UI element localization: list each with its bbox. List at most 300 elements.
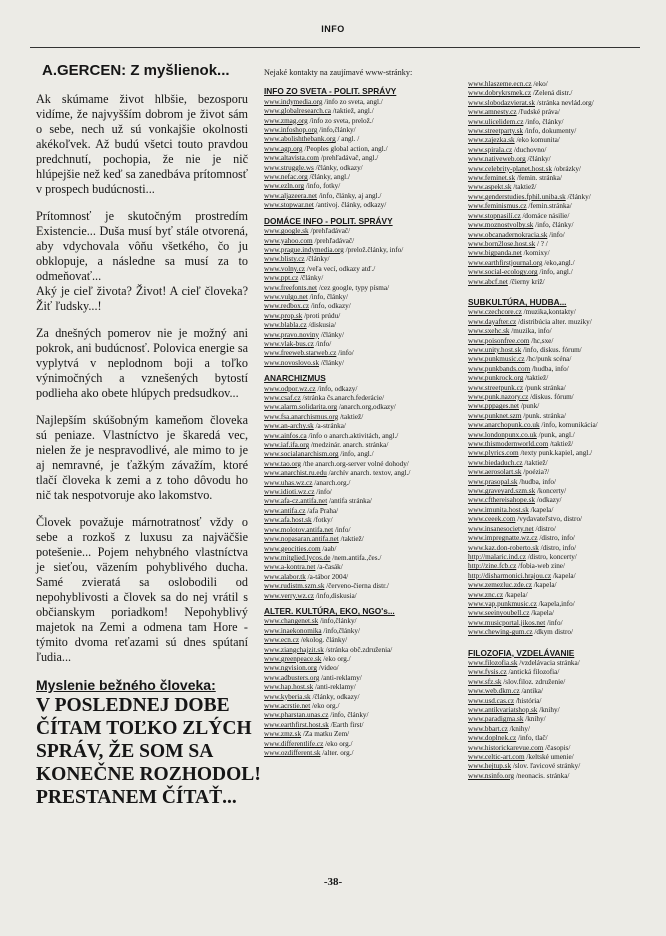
link-url[interactable]: www.vlak-bus.cz <box>264 339 314 348</box>
link-item <box>264 237 462 246</box>
link-description: /dkym distro/ <box>532 628 573 637</box>
link-url[interactable]: www.blabla.cz <box>264 321 307 330</box>
link-item <box>468 268 648 277</box>
link-url[interactable]: www.alabor.tk <box>264 572 306 581</box>
link-url[interactable]: www.streetparty.sk <box>468 127 523 136</box>
link-url[interactable]: www.czechcore.cz <box>468 308 522 317</box>
link-item <box>468 459 648 468</box>
link-url[interactable]: www.unity.host.sk <box>468 345 522 354</box>
link-url[interactable]: www.sxehc.sk <box>468 327 510 336</box>
link-item <box>468 772 648 781</box>
big-quote-line: ČÍTAM TOĽKO ZLÝCH <box>36 718 252 739</box>
link-url[interactable]: www.geocities.com <box>264 544 321 553</box>
link-url[interactable]: http://malaric.ind.cz <box>468 552 526 561</box>
link-url[interactable]: www.zmag.org <box>264 116 308 125</box>
link-item <box>264 563 462 572</box>
link-url[interactable]: www.infoshop.org <box>264 126 318 135</box>
link-item <box>468 609 648 618</box>
link-url[interactable]: www.ceeek.com <box>468 515 516 524</box>
link-item <box>468 534 648 543</box>
link-item <box>468 278 648 287</box>
link-description: /prehľadávač, angl./ <box>319 154 379 163</box>
link-item <box>264 516 462 525</box>
link-description: /cez google, typy písma/ <box>317 283 390 292</box>
link-url[interactable]: www.fsa.anarchismus.org <box>264 412 339 421</box>
link-item <box>468 668 648 677</box>
link-url[interactable]: www.musicportal.jikos.net <box>468 618 546 627</box>
link-url[interactable]: www.historickarevue.com <box>468 743 544 752</box>
link-url[interactable]: www.freefonts.net <box>264 283 318 292</box>
link-item <box>468 99 648 108</box>
link-url[interactable]: www.prasopal.sk <box>468 477 518 486</box>
link-description: /keltské umenie/ <box>524 753 574 762</box>
link-item <box>468 231 648 240</box>
link-description: /info,diskusia/ <box>313 591 357 600</box>
link-url[interactable]: www.spirala.cz <box>468 145 513 154</box>
link-description: /červeno-čierna distr./ <box>324 582 389 591</box>
link-description: /nem.antifa.,čes./ <box>330 553 382 562</box>
link-url[interactable]: www.zemezluc.zde.cz <box>468 581 532 590</box>
link-url[interactable]: www.uhas.wz.cz <box>264 478 313 487</box>
link-url[interactable]: www.dobrykrsmek.cz <box>468 89 532 98</box>
big-quote-line: V POSLEDNEJ DOBE <box>36 695 230 716</box>
link-description: /muzika, info/ <box>509 327 552 336</box>
link-item <box>468 183 648 192</box>
link-description: /info/ <box>333 525 351 534</box>
link-url[interactable]: www.differentlife.cz <box>264 739 324 748</box>
link-url[interactable]: www.celebrity-planet.host.sk <box>468 164 552 173</box>
link-url[interactable]: www.chewing-gum.cz <box>468 628 533 637</box>
link-url[interactable]: www.iaf.ifa.org <box>264 441 310 450</box>
link-description: /Za matku Zem/ <box>301 730 350 739</box>
link-item <box>264 246 462 255</box>
link-url[interactable]: www.sfz.sk <box>468 677 502 686</box>
link-item <box>264 135 462 144</box>
link-description: /info, články, aj angl./ <box>317 191 382 200</box>
link-item <box>264 674 462 683</box>
link-item <box>468 165 648 174</box>
link-item <box>264 331 462 340</box>
link-item <box>468 337 648 346</box>
link-url[interactable]: www.londonpunx.co.uk <box>468 430 537 439</box>
link-url[interactable]: www.kaz.don-roberto.sk <box>468 543 539 552</box>
link-item <box>264 359 462 368</box>
link-description: /punk stránka/ <box>523 383 566 392</box>
link-url[interactable]: www.anarchopunk.co.uk <box>468 421 540 430</box>
link-item <box>264 693 462 702</box>
link-description: /distro, koncerty/ <box>525 552 577 561</box>
link-description: /info, diskus. fórum/ <box>521 345 582 354</box>
link-url[interactable]: http://zine.fcb.cz <box>468 562 517 571</box>
link-item <box>264 385 462 394</box>
link-item <box>264 450 462 459</box>
link-item <box>264 507 462 516</box>
link-url[interactable]: www.slobodazvierat.sk <box>468 98 535 107</box>
link-url[interactable]: www.antikvariatshop.sk <box>468 706 538 714</box>
essay-body <box>36 92 248 665</box>
link-url[interactable]: www.agp.org <box>264 144 303 153</box>
link-description: /taktiež/ <box>338 535 364 544</box>
link-item <box>468 240 648 249</box>
link-item <box>468 155 648 164</box>
link-description: /info/ <box>314 488 332 497</box>
link-description: /eko org./ <box>323 739 353 748</box>
link-item <box>468 327 648 336</box>
essay-paragraph: Človek považuje márnotratnosť vždy o sebe a rozkoš z luxusu za najväčšie potešenie... Pojem nehybného vlastníctva je sieťou, väzením pohyblivého ducha. Samé zvieratá sa oslobodili od nepohyblivosti a človek sa do nej vrátil s občianskym poriadkom! Nepohyblivý majetok na Zemi a odmena tam Hore - týmito dvoma reťazami sú dnes spútaní ľudia... <box>36 515 248 664</box>
link-item <box>468 374 648 383</box>
link-description: /kapela/ <box>531 581 557 590</box>
link-item <box>468 487 648 496</box>
link-description: /prehľadávač/ <box>308 227 351 236</box>
link-url[interactable]: www.struggle.ws <box>264 163 314 172</box>
link-description: /fobia-web zine/ <box>516 562 565 571</box>
link-url[interactable]: www.yahoo.com <box>264 236 313 245</box>
link-item <box>264 255 462 264</box>
link-item <box>468 515 648 524</box>
link-item <box>264 340 462 349</box>
link-url[interactable]: www.nsinfo.org <box>468 771 515 780</box>
link-description: /info, odkazy/ <box>315 384 358 393</box>
link-item <box>264 535 462 544</box>
link-url[interactable]: www.globalresearch.ca <box>264 107 331 116</box>
link-url[interactable]: www.ppt.cz <box>264 274 299 283</box>
link-url[interactable]: www.punk.nazory.cz <box>468 393 529 401</box>
link-description: /vzdelávacia stránka/ <box>517 658 580 667</box>
link-description: /a-časák/ <box>315 563 343 572</box>
link-item <box>264 636 462 645</box>
link-url[interactable]: www.punknet.szm <box>468 411 522 420</box>
link-url[interactable]: www.kyberia.sk <box>264 692 311 701</box>
link-url[interactable]: www.altavista.com <box>264 154 320 163</box>
link-item <box>264 173 462 182</box>
link-url[interactable]: www.celtic-art.com <box>468 753 525 762</box>
link-url[interactable]: www.pravo.noviny <box>264 330 320 339</box>
link-item <box>468 174 648 183</box>
link-description: /a-tábor 2004/ <box>305 572 349 581</box>
link-url[interactable]: www.graveyard.szm.sk <box>468 487 536 496</box>
link-url[interactable]: www.aspekt.sk <box>468 183 512 192</box>
link-url[interactable]: www.paradigma.sk <box>468 715 524 724</box>
link-item <box>264 201 462 210</box>
link-item <box>468 600 648 609</box>
link-url[interactable]: www.aljazeera.net <box>264 191 318 200</box>
link-description: /kapela/ <box>529 609 554 618</box>
link-url[interactable]: www.earthfirst.host.sk <box>264 720 329 729</box>
link-description: /muzika,kontakty/ <box>521 308 576 317</box>
link-item <box>264 488 462 497</box>
link-url[interactable]: www.nopasaran.antifa.net <box>264 535 339 544</box>
link-description: /história/ <box>514 696 542 705</box>
link-description: /eko org./ <box>321 654 351 663</box>
link-url[interactable]: www.cfthereisahope.sk <box>468 496 535 505</box>
link-description: /prelož.články, info/ <box>343 245 404 254</box>
link-description: /femin.stránka/ <box>526 202 572 211</box>
link-item <box>264 422 462 431</box>
big-quote-line: PRESTANEM ČÍTAŤ... <box>36 787 237 808</box>
link-description: /femin. stránka/ <box>515 174 562 183</box>
link-url[interactable]: www.molotov.antifa.net <box>264 525 334 534</box>
link-section-title: ANARCHIZMUS <box>264 373 326 384</box>
link-url[interactable]: www.zajezka.sk <box>468 136 515 145</box>
link-description: /anarch.org,odkazy/ <box>337 403 396 412</box>
link-description: /koncerty/ <box>535 487 567 496</box>
link-description: /knihy/ <box>523 715 546 724</box>
link-url[interactable]: www.afa.host.sk <box>264 516 312 525</box>
link-url[interactable]: www.ziangchajzit.sk <box>264 645 324 654</box>
page-number: -38- <box>323 876 343 888</box>
link-url[interactable]: www.ulicelidem.cz <box>468 117 524 126</box>
link-url[interactable]: www.ezln.org <box>264 182 305 191</box>
link-item <box>468 365 648 374</box>
link-url[interactable]: www.a-kontra.net <box>264 563 316 572</box>
link-item <box>468 108 648 117</box>
link-item <box>264 573 462 582</box>
link-item <box>468 249 648 258</box>
link-url[interactable]: www.afa-cz.antifa.net <box>264 497 328 506</box>
link-url[interactable]: www.an-archy.sk <box>264 422 314 431</box>
link-description: /eko komunita/ <box>514 136 560 145</box>
link-url[interactable]: www.freeweb.starweb.cz <box>264 349 337 358</box>
link-item <box>264 683 462 692</box>
link-list-right-top <box>468 80 648 287</box>
link-item <box>468 346 648 355</box>
link-url[interactable]: http://disharmonici.hrajou.cz <box>468 571 552 580</box>
link-item <box>264 545 462 554</box>
link-url[interactable]: www.web.dkm.cz <box>468 687 520 696</box>
link-item <box>468 553 648 562</box>
link-url[interactable]: www.tao.org <box>264 459 301 468</box>
link-item <box>468 478 648 487</box>
link-description: /antivoj. články, odkazy/ <box>313 201 387 210</box>
link-url[interactable]: www.changenet.sk <box>264 617 319 626</box>
link-item <box>468 687 648 696</box>
link-description: /antifa stránka/ <box>327 497 372 506</box>
link-url[interactable]: www.indymedia.org <box>264 97 323 106</box>
links-intro: Nejaké kontakty na zaujímavé www-stránky: <box>264 68 413 77</box>
link-url[interactable]: www.plyrics.com <box>468 449 519 458</box>
link-url[interactable]: www.fysis.cz <box>468 668 507 677</box>
link-url[interactable]: www.znc.cz <box>468 590 504 599</box>
link-description: /distribúcia alter. muziky/ <box>516 317 592 326</box>
link-item <box>264 441 462 450</box>
link-url[interactable]: www.insanesociety.net <box>468 524 534 533</box>
link-url[interactable]: www.biedaduch.cz <box>468 458 523 467</box>
link-url[interactable]: www.odpor.wz.cz <box>264 384 316 393</box>
link-description: /eko,angl./ <box>542 258 575 267</box>
link-description: /antická filozofia/ <box>506 668 560 677</box>
link-url[interactable]: www.greenpeace.sk <box>264 654 322 663</box>
link-url[interactable]: www.idioti.wz.cz <box>264 488 315 497</box>
link-item <box>264 592 462 601</box>
link-url[interactable]: www.volny.cz <box>264 264 305 273</box>
link-url[interactable]: www.prop.sk <box>264 311 303 320</box>
link-description: /Zelená distr./ <box>531 89 573 98</box>
link-url[interactable]: www.ozdifferent.sk <box>264 749 321 758</box>
link-url[interactable]: www.alarm.solidarita.org <box>264 403 338 412</box>
link-url[interactable]: www.antifa.cz <box>264 506 306 515</box>
link-url[interactable]: www.usd.cas.cz <box>468 696 515 705</box>
link-url[interactable]: www.born2lose.host.sk <box>468 239 536 248</box>
link-url[interactable]: www.dayafter.cz <box>468 317 517 326</box>
link-description: /info/ <box>547 230 565 239</box>
link-item <box>468 193 648 202</box>
link-item <box>468 506 648 515</box>
link-item <box>264 126 462 135</box>
link-description: /články/ <box>565 192 591 201</box>
link-item <box>468 697 648 706</box>
link-item <box>264 164 462 173</box>
essay-paragraph: Za dnešných pomerov nie je možný ani pokrok, ani budúcnosť. Polovica energie sa vyplytvá v neplodnom boji a toľko výnimočných a vznešených bytostí podlieha ako obete hlúpych predsudkov... <box>36 326 248 400</box>
link-url[interactable]: www.impregnatte.wz.cz <box>468 534 538 543</box>
link-item <box>468 308 648 317</box>
link-url[interactable]: www.punkmusic.cz <box>468 355 525 364</box>
link-description: /komixy/ <box>521 249 550 258</box>
link-url[interactable]: www.nativeweb.org <box>468 155 526 164</box>
link-url[interactable]: www.punkrock.org <box>468 374 524 383</box>
link-description: /anarch.org./ <box>312 478 351 487</box>
link-url[interactable]: www.bbart.cz <box>468 724 508 733</box>
link-description: /veľa vecí, odkazy atď./ <box>304 264 376 273</box>
link-item <box>264 646 462 655</box>
links-column-middle <box>264 68 462 758</box>
link-url[interactable]: www.feminismus.cz <box>468 202 527 211</box>
link-url[interactable]: www.stopwar.net <box>264 201 314 210</box>
essay-paragraph: Najlepším skúšobným kameňom človeka sú peniaze. Vlastníctvo je škaredá vec, nielen že je nespravodlivé, ale mimo to je aj nemravné, je ťažkým závažím, ktoré tlačí človeka k zemi a z toho dôvodu ho nič tak nespotvoruje ako lakomstvo. <box>36 413 248 502</box>
link-item <box>264 721 462 730</box>
link-description: /odkazy/ <box>535 496 562 505</box>
link-item <box>264 154 462 163</box>
link-url[interactable]: www.zmz.sk <box>264 730 302 739</box>
link-description: /Earth first/ <box>328 720 364 729</box>
link-url[interactable]: www.pharstan.unas.cz <box>264 711 329 720</box>
link-url[interactable]: www.thismodernworld.com <box>468 440 549 449</box>
link-url[interactable]: www.abolishthebank.org <box>264 135 336 144</box>
link-url[interactable]: www.socialanarchism.org <box>264 450 339 459</box>
essay-paragraph: Prítomnosť je skutočným prostredím Existencie... Duša musí byť stále otvorená, aby vdychovala vôňu všetkého, čo ju obklopuje, a následne sa musí za to odmeňovať... <box>36 209 248 283</box>
link-url[interactable]: www.doplnek.cz <box>468 734 517 743</box>
link-item <box>468 525 648 534</box>
link-url[interactable]: www.streetpunk.cz <box>468 383 524 392</box>
link-description: /medzinár. anarch. stránka/ <box>309 441 389 450</box>
link-description: /taktiež/ <box>338 412 364 421</box>
link-url[interactable]: www.ecn.cz <box>264 636 300 645</box>
link-url[interactable]: www.acrstie.net <box>264 702 311 710</box>
link-url[interactable]: www.seeinyoubell.cz <box>468 609 530 618</box>
link-item <box>264 460 462 469</box>
link-item <box>468 384 648 393</box>
link-item <box>264 274 462 283</box>
link-url[interactable]: www.inaekonomika <box>264 626 322 635</box>
link-url[interactable]: www.verry.wz.cz <box>264 591 314 600</box>
link-item <box>468 136 648 145</box>
link-url[interactable]: www.imunita.host.sk <box>468 505 529 514</box>
link-item <box>468 146 648 155</box>
link-item <box>468 762 648 771</box>
link-description: /články, angl./ <box>307 173 350 182</box>
link-url[interactable]: www.poisonfree.com <box>468 336 530 345</box>
link-description: /kapela/ <box>551 571 576 580</box>
link-url[interactable]: www.redbox.cz <box>264 302 310 311</box>
link-item <box>264 627 462 636</box>
link-url[interactable]: www.hejtup.sk <box>468 762 512 771</box>
link-item <box>264 526 462 535</box>
link-description: /prehľadávač/ <box>312 236 355 245</box>
link-url[interactable]: www.rudistm.szm.sk <box>264 582 325 591</box>
link-url[interactable]: www.earthfirstjournal.org <box>468 258 543 267</box>
link-url[interactable]: www.feminet.sk <box>468 174 516 183</box>
link-description: /punk. stránka/ <box>521 411 566 420</box>
link-description: /neonacis. stránka/ <box>514 771 570 780</box>
link-url[interactable]: www.nefac.org <box>264 173 308 182</box>
link-url[interactable]: www.moznostvolby.sk <box>468 221 534 230</box>
link-url[interactable]: www.mitglied.lycos.de <box>264 553 331 562</box>
big-quote-line: SPRÁV, ŽE SOM SA <box>36 741 214 762</box>
essay-subheading: Myslenie bežného človeka: <box>36 677 216 693</box>
link-item <box>468 431 648 440</box>
link-url[interactable]: www.adbusters.org <box>264 673 320 682</box>
link-item <box>468 706 648 715</box>
link-description: /info, angl./ <box>537 268 573 277</box>
link-description: /info zo sveta, prelož./ <box>307 116 374 125</box>
link-url[interactable]: www.social-ecology.org <box>468 268 538 277</box>
link-url[interactable]: www.filozofia.sk <box>468 658 518 667</box>
link-url[interactable]: www.anarchist.ru.edu <box>264 469 327 478</box>
link-url[interactable]: www.vap.punkmusic.cz <box>468 599 537 608</box>
link-url[interactable]: www.genderstudies.fphil.uniba.sk <box>468 192 566 201</box>
link-item <box>468 591 648 600</box>
link-description: /čierny kríž/ <box>507 277 545 286</box>
link-description: /info,články/ <box>318 617 357 626</box>
link-url[interactable]: www.google.sk <box>264 227 309 236</box>
link-item <box>264 182 462 191</box>
link-url[interactable]: www.pppages.net <box>468 402 520 411</box>
link-url[interactable]: www.abcf.net <box>468 277 508 286</box>
link-url[interactable]: www.vulgo.net <box>264 292 308 301</box>
link-description: /taktiež/ <box>511 183 537 192</box>
link-url[interactable]: www.hlaszeme.ecn.cz <box>468 80 532 88</box>
link-url[interactable]: www.ainfos.ca <box>264 431 307 440</box>
link-url[interactable]: www.punkbands.com <box>468 364 531 373</box>
link-url[interactable]: www.aerosolart.sk <box>468 468 522 477</box>
link-description: /fotky/ <box>311 516 333 525</box>
link-description: /časopis/ <box>543 743 571 752</box>
essay-column <box>36 62 261 809</box>
link-item <box>468 221 648 230</box>
link-description: /ľudské práva/ <box>516 108 560 117</box>
link-description: /kapela,info/ <box>536 599 575 608</box>
link-url[interactable]: www.prague.indymedia.org <box>264 245 344 254</box>
link-url[interactable]: www.amnesty.cz <box>468 108 517 117</box>
link-description: /články/ <box>319 330 344 339</box>
link-url[interactable]: www.stopnasilí.cz <box>468 211 521 220</box>
link-item <box>264 403 462 412</box>
link-description: /knihy/ <box>537 706 560 714</box>
link-url[interactable]: www.novoslovo.sk <box>264 358 320 367</box>
link-item <box>468 412 648 421</box>
link-description: /info, angl./ <box>338 450 374 459</box>
link-url[interactable]: www.csaf.cz <box>264 394 301 402</box>
link-description: /the anarch.org-server volné dohody/ <box>300 459 409 468</box>
link-url[interactable]: www.bigpanda.net <box>468 249 522 258</box>
link-description: /Peoples global action, angl./ <box>302 144 388 153</box>
link-item <box>468 118 648 127</box>
link-description: /distro, info/ <box>537 534 575 543</box>
link-url[interactable]: www.hap.host.sk <box>264 683 314 692</box>
link-url[interactable]: www.blisty.cz <box>264 255 305 264</box>
link-url[interactable]: www.obcanadernokracia.sk <box>468 230 548 239</box>
link-item <box>468 468 648 477</box>
link-url[interactable]: www.ngvision.org <box>264 664 317 673</box>
